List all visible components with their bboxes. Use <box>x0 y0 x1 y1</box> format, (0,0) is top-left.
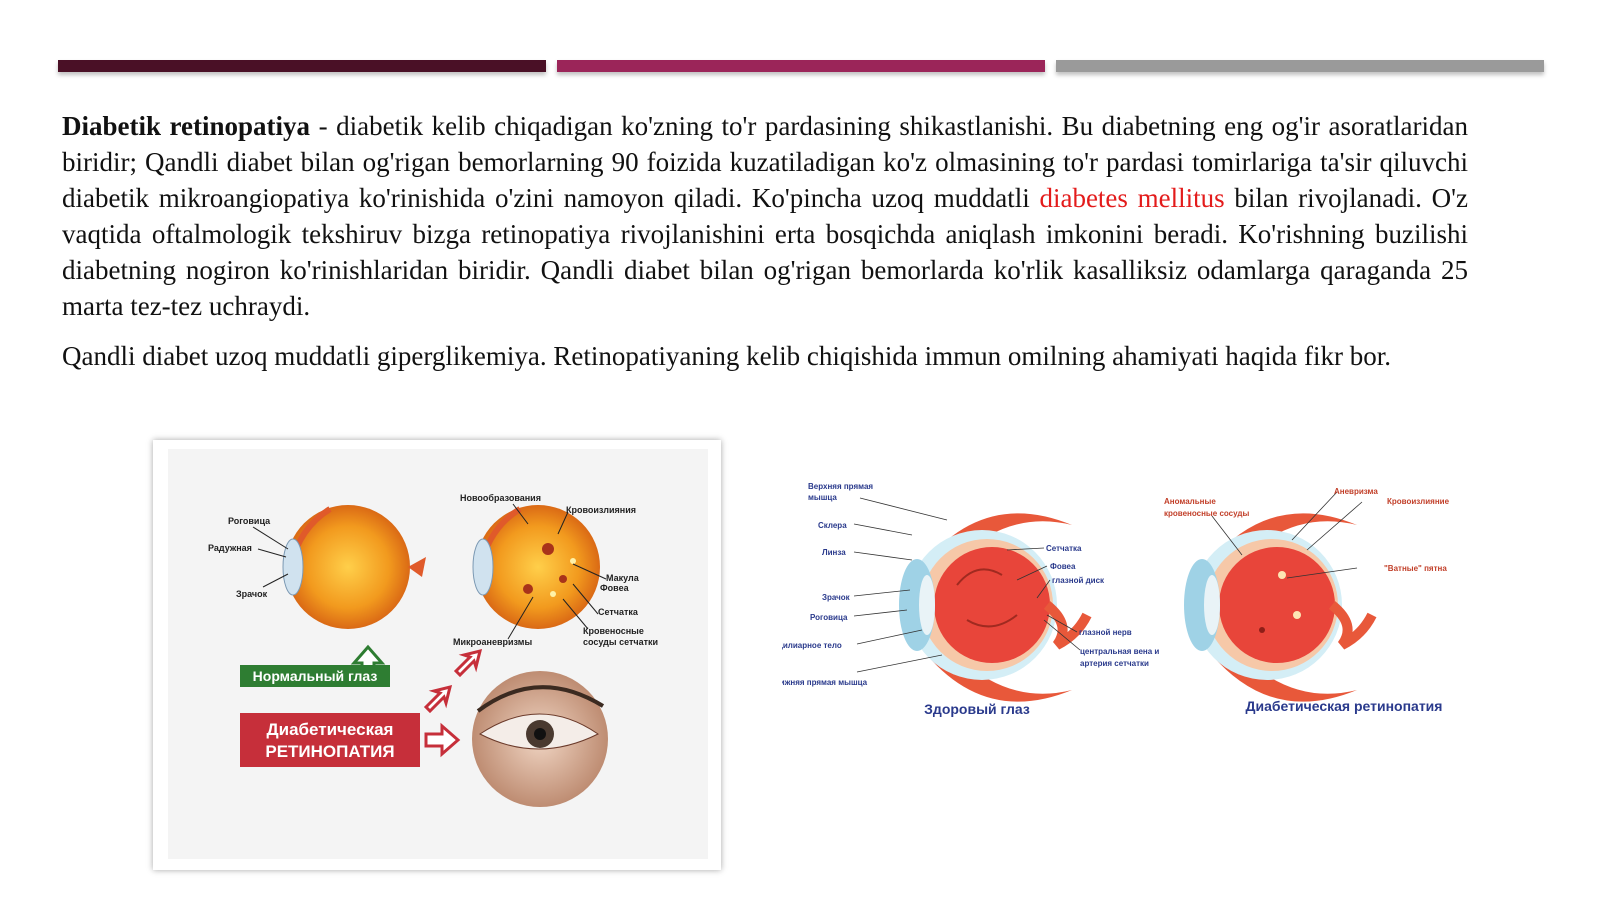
label-pupil-2: Зрачок <box>822 593 850 602</box>
term-bold: Diabetik retinopatiya <box>62 111 311 141</box>
paragraph-text-2: bilan rivojlanadi. O'z vaqtida oftalmologik tekshiruv bizga retinopatiya rivojlanishini erta bosqichda aniqlash imkonini beradi. Ko'rishning buzilishi diabetning nogiron ko'rinishlaridan biridir. Qandli diabet bilan og'rigan bemorlarda ko'rlik kasalliksiz odamlarga qaraganda 25 marta tez-tez uchraydi. <box>62 183 1468 321</box>
label-retina: Сетчатка <box>598 607 638 617</box>
caption-diabetic: Диабетическая ретинопатия <box>1245 698 1443 714</box>
healthy-eye-drawing <box>899 513 1087 701</box>
arrow-right-icon <box>426 726 458 754</box>
figure-cross-section <box>782 480 1472 740</box>
label-superior-muscle-1: Верхняя прямая <box>808 482 874 491</box>
header-bar-dark <box>58 60 546 72</box>
diabetic-label-2: РЕТИНОПАТИЯ <box>265 742 395 761</box>
label-sclera: Склера <box>818 521 847 530</box>
label-optic-nerve: глазной нерв <box>1079 628 1132 637</box>
cross-section-illustration <box>782 480 1472 740</box>
paragraph-definition <box>62 108 1468 324</box>
label-hemorrhage: Кровоизлияние <box>1387 497 1450 506</box>
paragraph-text-3: Qandli diabet uzoq muddatli giperglikemiya. Retinopatiyaning kelib chiqishida immun omilning ahamiyati haqida fikr bor. <box>62 341 1391 371</box>
label-neovascularization: Новообразования <box>460 493 541 503</box>
figure-panel <box>168 449 708 859</box>
paragraph-second <box>62 338 1468 374</box>
label-lens: Линза <box>822 548 846 557</box>
label-microaneurysms: Микроаневризмы <box>453 637 533 647</box>
diabetic-eye-cross-drawing <box>1184 513 1372 701</box>
label-inferior-muscle: Нижняя прямая мышца <box>782 678 868 687</box>
figure-normal-vs-diabetic <box>153 440 721 870</box>
header-bar-magenta <box>557 60 1045 72</box>
label-vessels-2: сосуды сетчатки <box>583 637 659 647</box>
highlighted-term: diabetes mellitus <box>1039 183 1225 213</box>
diabetic-eye-drawing <box>473 505 600 629</box>
arrow-diagonal-icon <box>426 687 450 711</box>
label-cornea: Роговица <box>228 516 271 526</box>
arrow-diagonal-icon <box>456 651 480 675</box>
normal-eye-drawing <box>283 505 426 629</box>
diabetic-label-1: Диабетическая <box>266 720 394 739</box>
label-iris: Радужная <box>208 543 252 553</box>
header-bar-gray <box>1056 60 1544 72</box>
paragraph-text-1: - diabetik kelib chiqadigan ko'zning to'r pardasining shikastlanishi. Bu diabetning eng og'ir asoratlaridan biridir; Qandli diabet bilan og'rigan bemorlarning 90 foizida kuzatiladigan ko'z olmasining to'r pardasi tomirlariga ta'sir qiluvchi diabetik mikroangiopatiya ko'rinishida o'zini namoyon qiladi. Ko'pincha uzoq muddatli <box>62 111 1468 213</box>
label-hemorrhages: Кровоизлияния <box>566 505 637 515</box>
label-superior-muscle-2: мышца <box>808 493 837 502</box>
label-aneurysm: Аневризма <box>1334 487 1378 496</box>
normal-eye-label: Нормальный глаз <box>252 668 378 684</box>
label-cotton-spots: "Ватные" пятна <box>1384 564 1447 573</box>
label-cornea-2: Роговица <box>810 613 848 622</box>
label-vessels-1: Кровеносные <box>583 626 644 636</box>
label-optic-disc: глазной диск <box>1052 576 1105 585</box>
caption-healthy: Здоровый глаз <box>924 701 1030 717</box>
label-pupil: Зрачок <box>236 589 268 599</box>
label-macula: Макула <box>606 573 639 583</box>
label-fovea-2: Фовеа <box>1050 562 1076 571</box>
label-abnormal-1: Аномальные <box>1164 497 1216 506</box>
label-abnormal-2: кровеносные сосуды <box>1164 509 1250 518</box>
label-fovea: Фовеа <box>600 583 629 593</box>
label-ciliary: Цилиарное тело <box>782 641 842 650</box>
label-retina-2: Сетчатка <box>1046 544 1082 553</box>
label-central-1: центральная вена и <box>1080 647 1160 656</box>
eye-illustration <box>168 449 708 859</box>
label-central-2: артерия сетчатки <box>1080 659 1149 668</box>
